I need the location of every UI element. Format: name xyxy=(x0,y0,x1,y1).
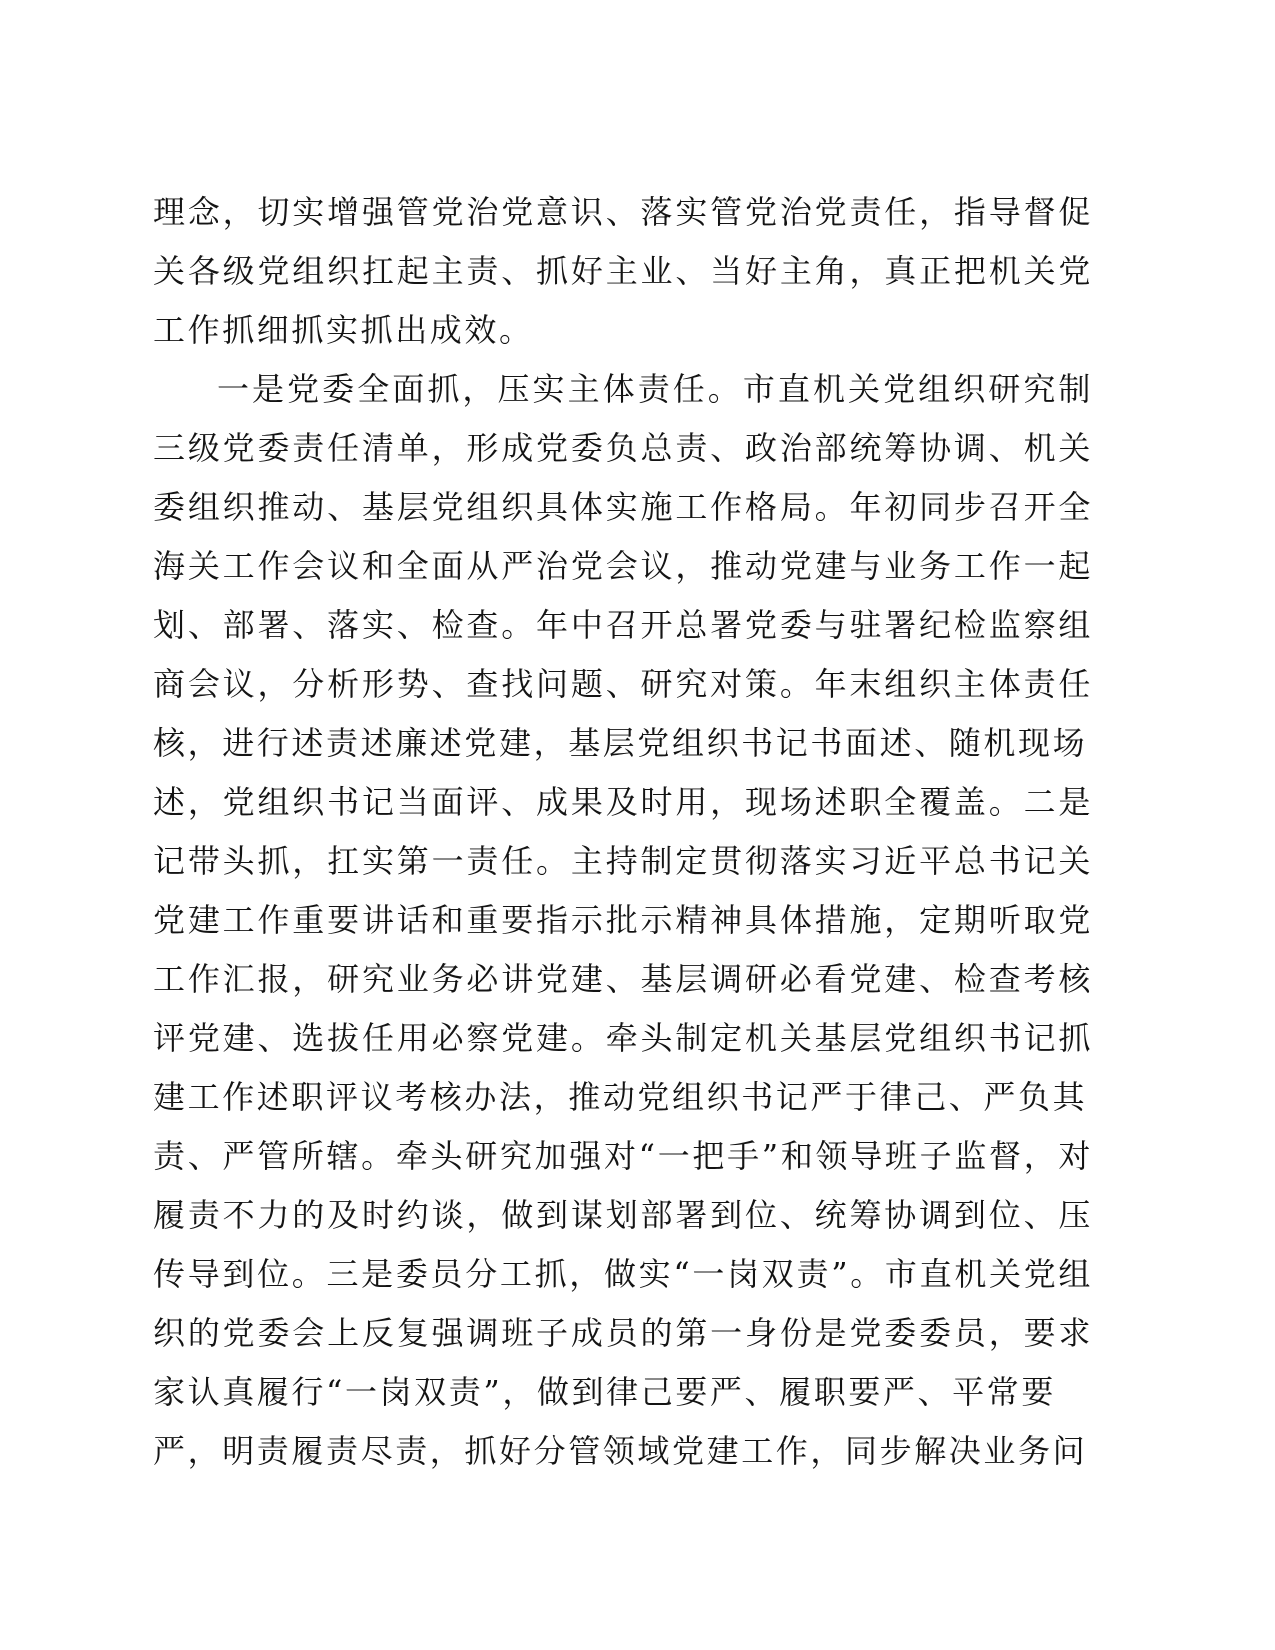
text-line: 三级党委责任清单，形成党委负总责、政治部统筹协调、机关 xyxy=(153,429,1093,467)
text-line: 建工作述职评议考核办法，推动党组织书记严于律己、严负其 xyxy=(153,1078,1088,1116)
text-line: 传导到位。三是委员分工抓，做实“一岗双责”。市直机关党组 xyxy=(153,1255,1093,1293)
text-line: 记带头抓，扛实第一责任。主持制定贯彻落实习近平总书记关 xyxy=(153,842,1093,880)
text-line: 核，进行述责述廉述党建，基层党组织书记书面述、随机现场 xyxy=(153,724,1088,762)
text-line: 商会议，分析形势、查找问题、研究对策。年末组织主体责任 xyxy=(153,665,1093,703)
body-text xyxy=(153,183,1093,1481)
text-line: 严，明责履责尽责，抓好分管领域党建工作，同步解决业务问 xyxy=(153,1432,1088,1470)
text-line: 工作汇报，研究业务必讲党建、基层调研必看党建、检查考核 xyxy=(153,960,1093,998)
text-line: 工作抓细抓实抓出成效。 xyxy=(153,311,534,349)
text-line: 党建工作重要讲话和重要指示批示精神具体措施，定期听取党 xyxy=(153,901,1093,939)
text-line: 海关工作会议和全面从严治党会议，推动党建与业务工作一起 xyxy=(153,547,1093,585)
text-line: 划、部署、落实、检查。年中召开总署党委与驻署纪检监察组 xyxy=(153,606,1093,644)
text-line: 理念，切实增强管党治党意识、落实管党治党责任，指导督促 xyxy=(153,193,1093,231)
text-line: 委组织推动、基层党组织具体实施工作格局。年初同步召开全 xyxy=(153,488,1093,526)
text-line: 述，党组织书记当面评、成果及时用，现场述职全覆盖。二是 xyxy=(153,783,1093,821)
text-line: 履责不力的及时约谈，做到谋划部署到位、统筹协调到位、压 xyxy=(153,1196,1093,1234)
text-line: 责、严管所辖。牵头研究加强对“一把手”和领导班子监督，对 xyxy=(153,1137,1093,1175)
text-line: 评党建、选拔任用必察党建。牵头制定机关基层党组织书记抓 xyxy=(153,1019,1093,1057)
text-line: 织的党委会上反复强调班子成员的第一身份是党委委员，要求 xyxy=(153,1314,1093,1352)
paragraph-first-line: 一是党委全面抓，压实主体责任。市直机关党组织研究制 xyxy=(217,370,1093,408)
text-line: 关各级党组织扛起主责、抓好主业、当好主角，真正把机关党 xyxy=(153,252,1093,290)
text-line: 家认真履行“一岗双责”，做到律己要严、履职要严、平常要 xyxy=(153,1373,1056,1411)
